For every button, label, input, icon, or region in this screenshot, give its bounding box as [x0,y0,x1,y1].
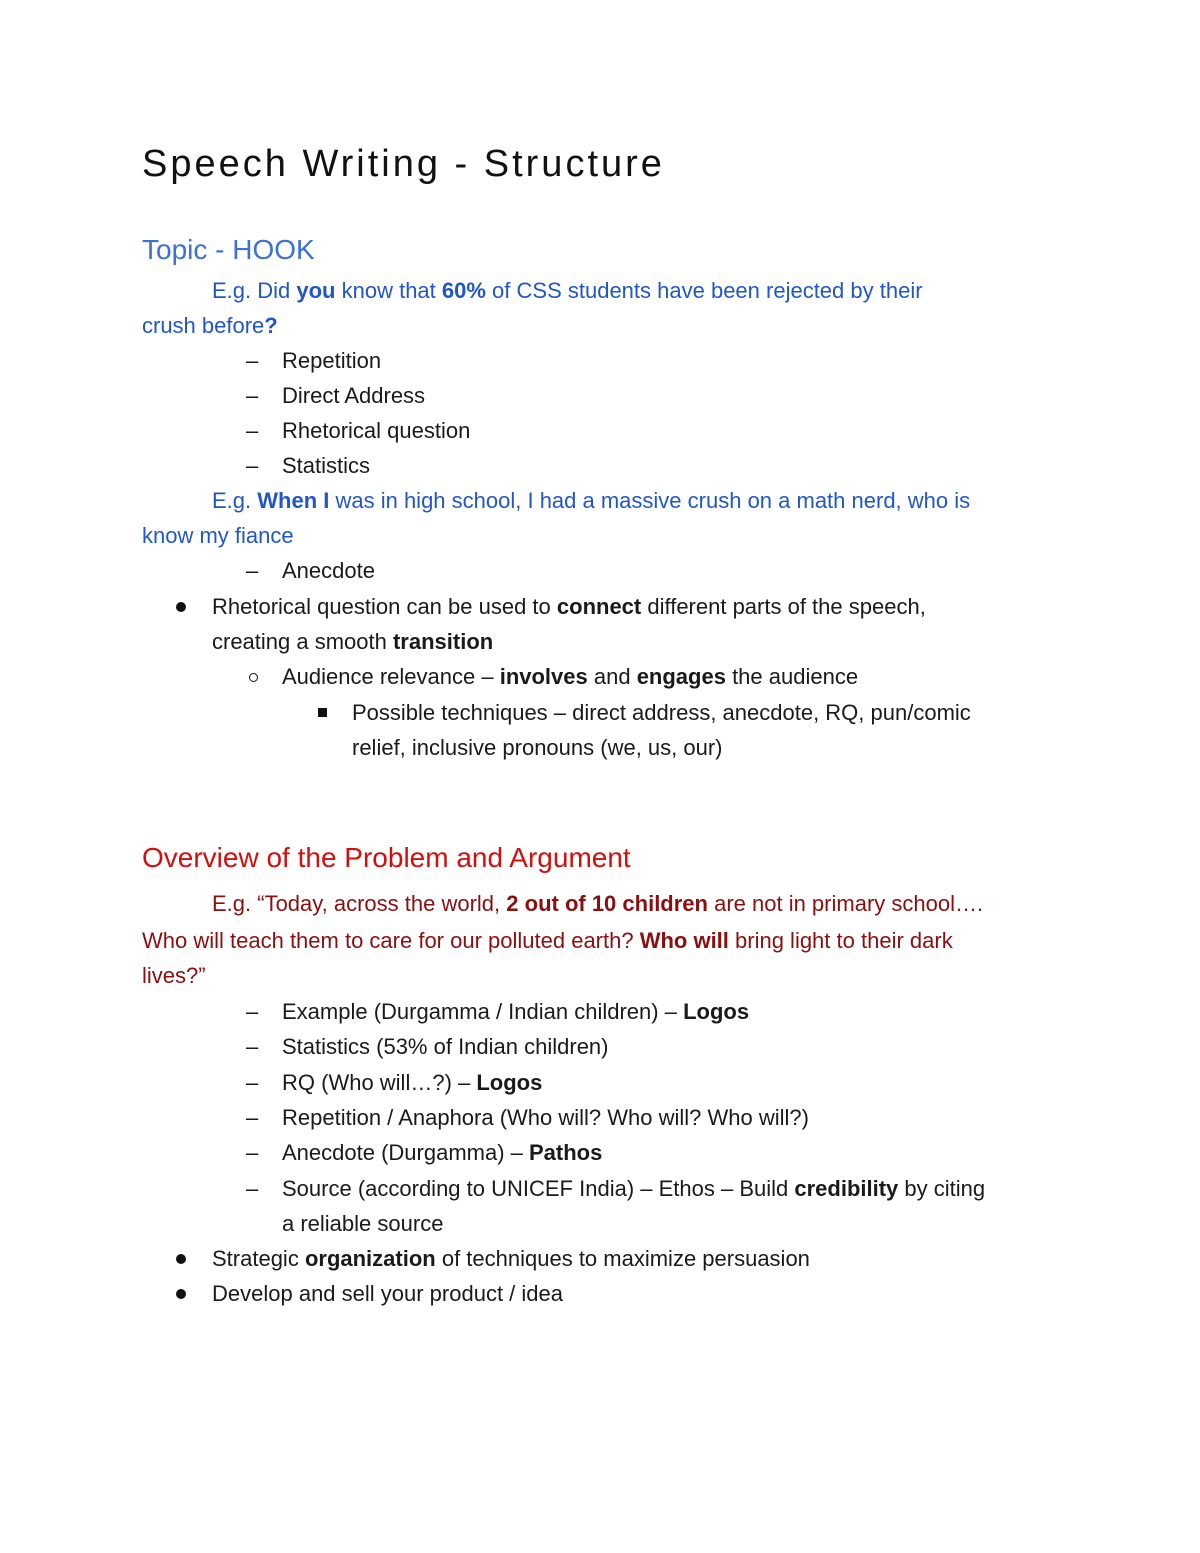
section-heading-hook: Topic - HOOK [142,234,315,265]
device-item: Statistics (53% of Indian children) [282,1034,609,1059]
hook-bullet-line-1: Rhetorical question can be used to connect different parts of the speech, [212,594,926,619]
device-item: Example (Durgamma / Indian children) – Logos [282,999,750,1024]
document-title: Speech Writing - Structure [142,143,665,185]
bullet-icon [176,1254,186,1264]
overview-example-line-3: lives?” [142,963,206,988]
device-item: RQ (Who will…?) – Logos [282,1070,543,1095]
hook-subsub-line-2: relief, inclusive pronouns (we, us, our) [352,735,723,760]
dash-icon [246,1032,266,1062]
hook-example-2-line-2: know my fiance [142,523,294,548]
device-item: Repetition / Anaphora (Who will? Who will? Who will?) [282,1105,809,1130]
dash-icon [246,381,266,411]
overview-example-line-2: Who will teach them to care for our polluted earth? Who will bring light to their dark [142,928,953,953]
overview-bullet: Develop and sell your product / idea [212,1281,563,1306]
square-bullet-icon [318,708,327,717]
dash-icon [246,416,266,446]
overview-example-line-1: E.g. “Today, across the world, 2 out of 10 children are not in primary school…. [212,891,984,916]
dash-icon [246,346,266,376]
source-line-2: a reliable source [282,1211,444,1236]
circle-bullet-icon [249,673,258,682]
dash-icon [246,997,266,1027]
hook-subsub-line-1: Possible techniques – direct address, anecdote, RQ, pun/comic [352,700,971,725]
device-item: Anecdote [282,558,375,583]
hook-example-1-line-1: E.g. Did you know that 60% of CSS students have been rejected by their [212,278,923,303]
device-item: Repetition [282,348,382,373]
dash-icon [246,1174,266,1204]
hook-bullet-line-2: creating a smooth transition [212,629,494,654]
hook-example-1-line-2: crush before? [142,313,278,338]
device-item: Statistics [282,453,371,478]
hook-sub-bullet: Audience relevance – involves and engages the audience [282,664,859,689]
source-line-1: Source (according to UNICEF India) – Ethos – Build credibility by citing [282,1176,986,1201]
hook-example-2-line-1: E.g. When I was in high school, I had a massive crush on a math nerd, who is [212,488,971,513]
device-item: Anecdote (Durgamma) – Pathos [282,1140,603,1165]
dash-icon [246,451,266,481]
device-item: Rhetorical question [282,418,471,443]
overview-bullet: Strategic organization of techniques to maximize persuasion [212,1246,810,1271]
dash-icon [246,1103,266,1133]
device-item: Direct Address [282,383,426,408]
bullet-icon [176,1289,186,1299]
bullet-icon [176,602,186,612]
section-heading-overview: Overview of the Problem and Argument [142,842,631,873]
dash-icon [246,556,266,586]
dash-icon [246,1138,266,1168]
dash-icon [246,1068,266,1098]
